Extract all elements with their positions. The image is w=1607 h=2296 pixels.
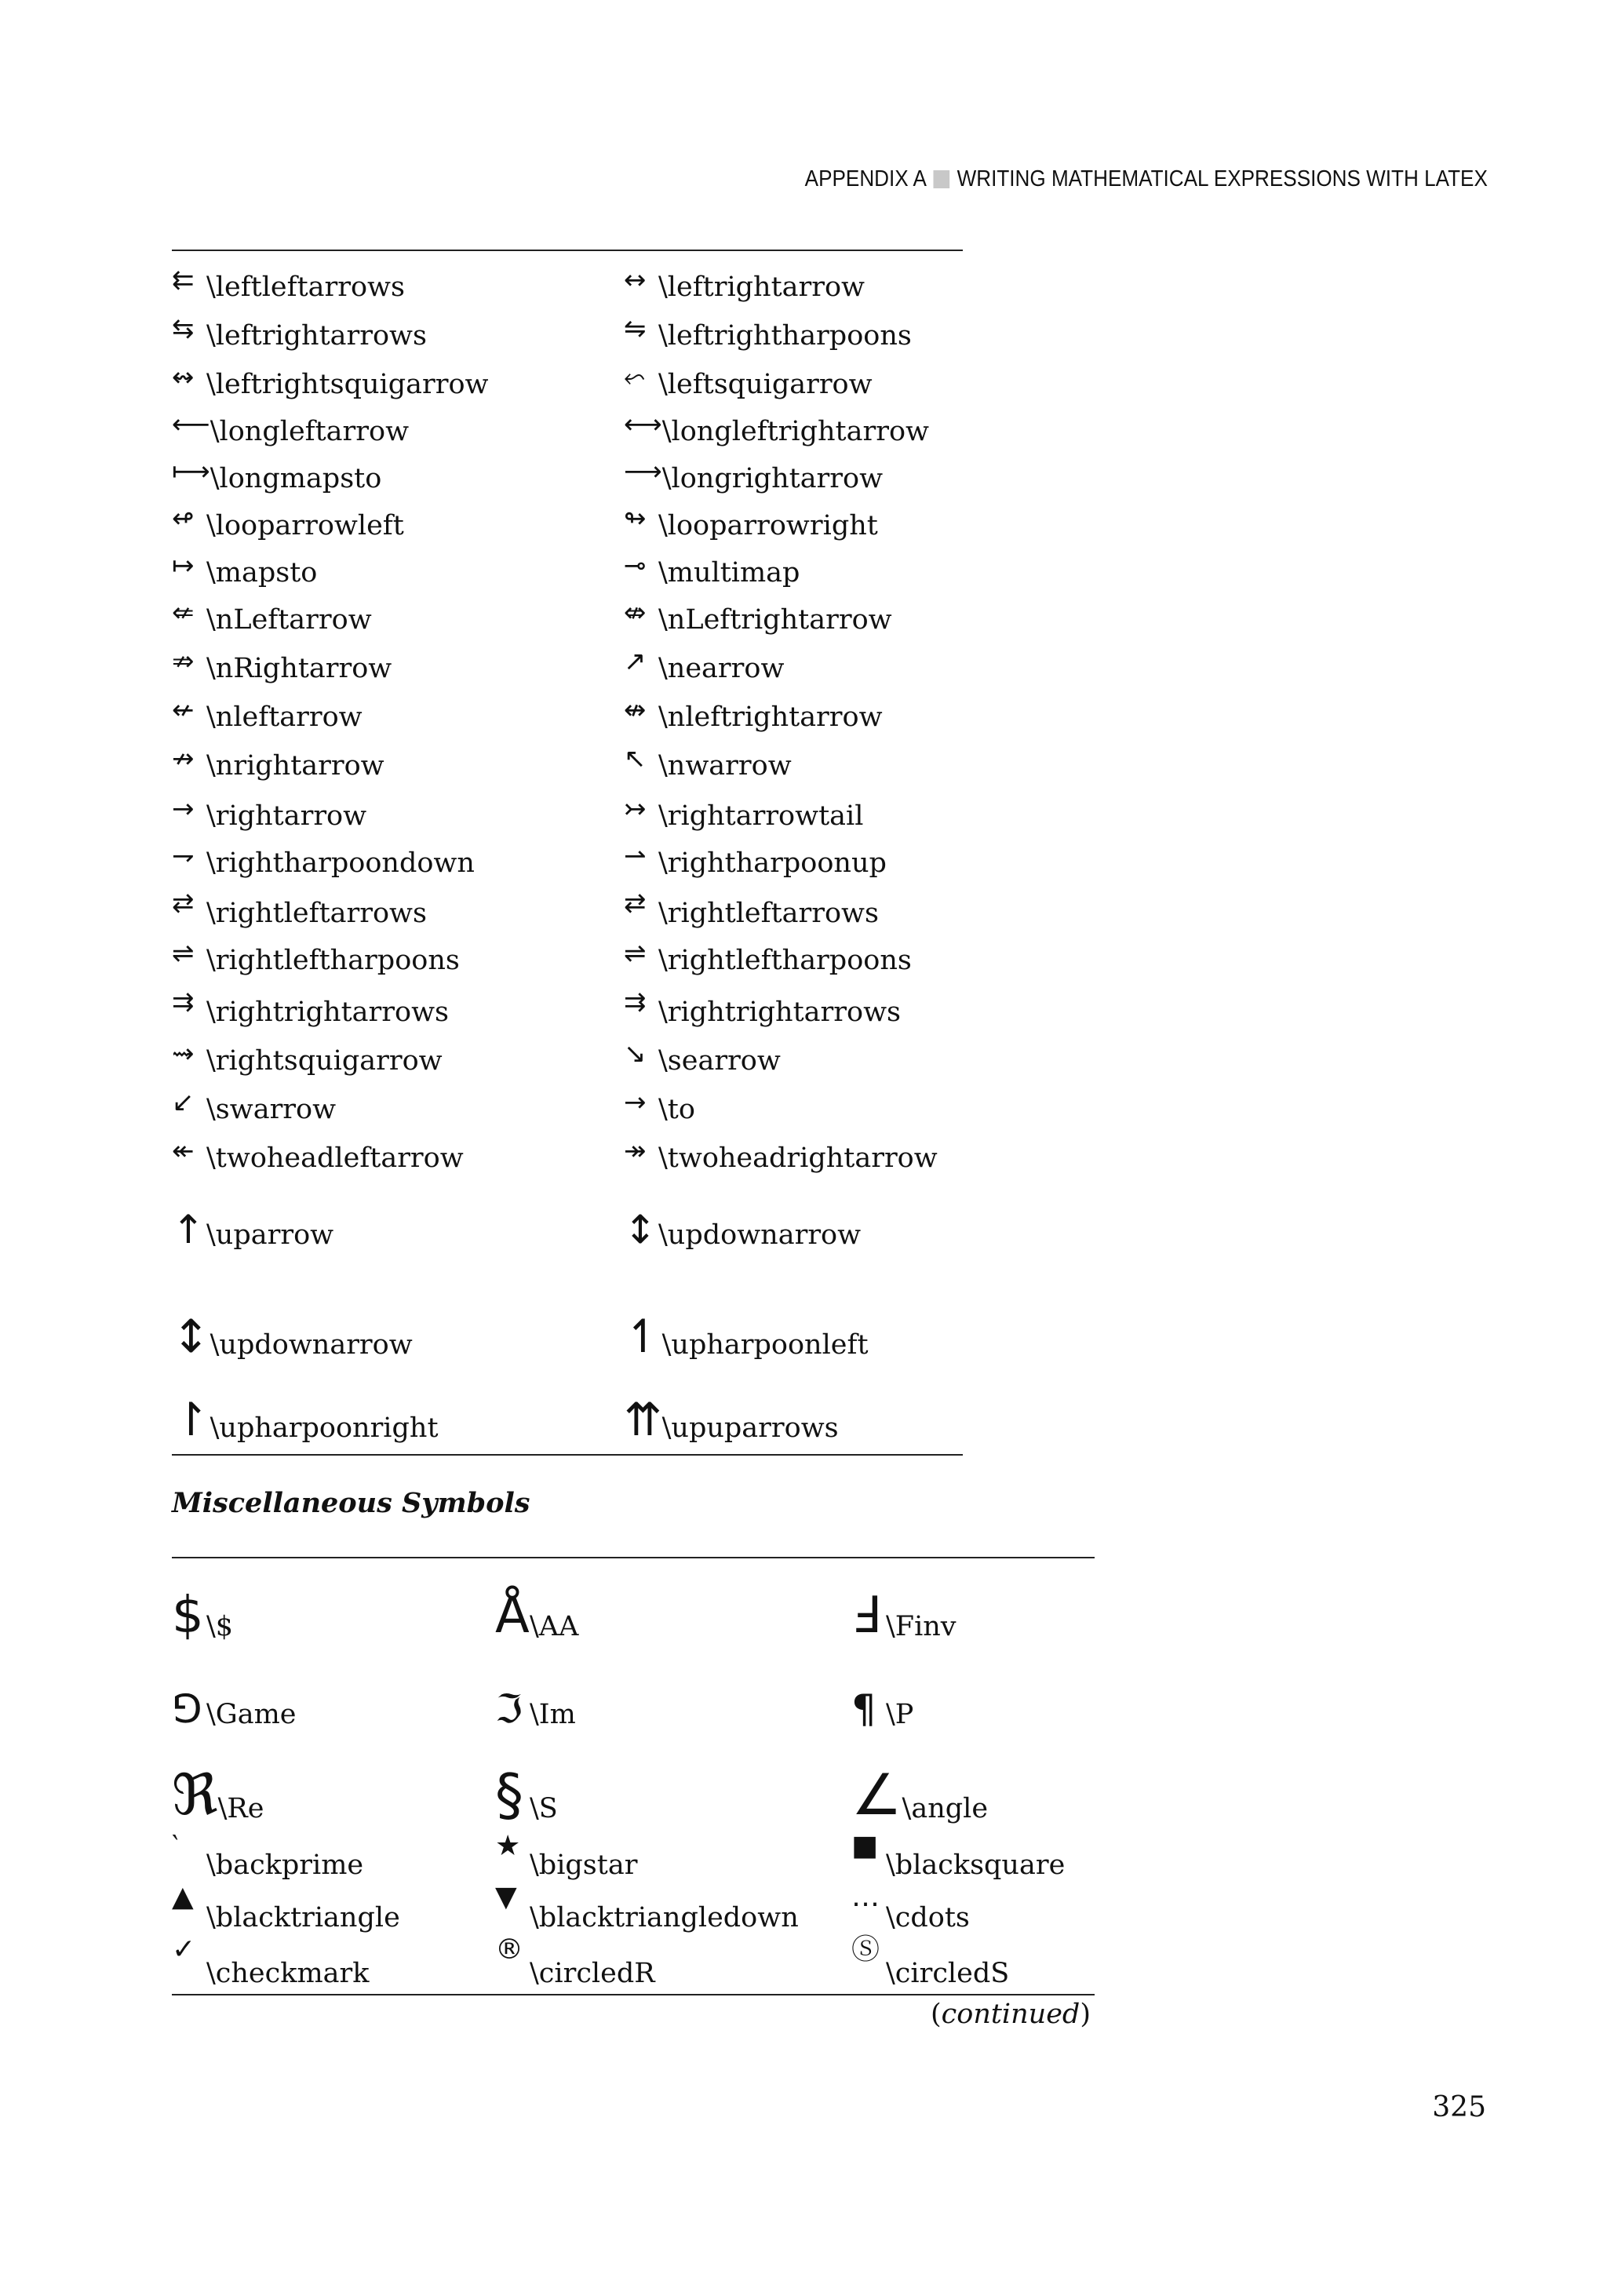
table-row — [172, 1669, 1095, 1732]
symbol-entry — [172, 597, 372, 636]
latex-command: \upuparrows — [661, 1412, 839, 1444]
rightleftharpoons-icon: ⇌ — [624, 938, 647, 969]
latex-command: \looparrowright — [658, 510, 878, 541]
latex-command: \to — [658, 1094, 695, 1125]
dollar-icon: $ — [172, 1587, 204, 1645]
latex-command: \searrow — [658, 1045, 781, 1077]
symbol-entry — [172, 1281, 413, 1363]
symbol-entry — [172, 264, 405, 303]
table-row — [172, 364, 963, 399]
longleftrightarrow-icon: ⟷ — [624, 409, 662, 440]
latex-command: \bigstar — [530, 1850, 638, 1881]
latex-command: \upharpoonleft — [661, 1329, 869, 1361]
latex-command: \nwarrow — [658, 750, 792, 782]
symbol-entry — [851, 1572, 957, 1645]
symbol-entry — [624, 648, 784, 683]
table-row — [172, 840, 963, 879]
searrow-icon: ↘ — [624, 1038, 647, 1070]
table-row — [172, 1933, 1095, 1989]
table-row — [172, 505, 963, 540]
latex-command: \uparrow — [206, 1219, 334, 1251]
symbol-entry — [495, 1572, 579, 1645]
symbol-entry — [172, 1089, 336, 1124]
bigstar-icon: ★ — [495, 1830, 521, 1862]
latex-command: \upharpoonright — [210, 1412, 439, 1444]
latex-command: \rightarrow — [206, 800, 367, 832]
leftrightarrow-icon: ↔ — [624, 264, 647, 296]
symbol-entry — [172, 940, 460, 975]
cdots-icon: … — [851, 1881, 880, 1913]
symbol-entry — [172, 793, 367, 832]
latex-command: \updownarrow — [658, 1219, 862, 1251]
updownarrow-icon: ↕ — [624, 1207, 657, 1252]
table-row — [172, 264, 963, 303]
symbol-entry — [172, 552, 317, 587]
header-separator-square-icon — [934, 170, 950, 188]
header-chapter: APPENDIX A — [804, 166, 927, 191]
nleftarrow-double-icon: ⇍ — [172, 597, 195, 629]
latex-command: \longrightarrow — [661, 463, 884, 494]
symbol-entry — [495, 1832, 637, 1879]
latex-command: \nRightarrow — [206, 653, 392, 684]
table-row — [172, 315, 963, 350]
symbol-entry — [172, 1669, 297, 1732]
table-row — [172, 1372, 963, 1446]
misc-table-top-rule — [172, 1557, 1095, 1558]
im-icon: ℑ — [495, 1686, 523, 1732]
section-title-misc-symbols: Miscellaneous Symbols — [172, 1487, 530, 1519]
symbol-entry — [851, 1933, 1010, 1989]
latex-command: \blacksquare — [886, 1850, 1066, 1881]
symbol-entry — [851, 1832, 1065, 1879]
symbol-entry — [495, 1669, 576, 1732]
nwarrow-icon: ↖ — [624, 743, 647, 774]
running-header — [805, 166, 1488, 192]
table-row — [172, 745, 963, 780]
symbol-entry — [172, 1040, 443, 1075]
latex-command: \rightleftarrows — [658, 898, 879, 929]
symbol-entry — [172, 505, 404, 540]
looparrowleft-icon: ↫ — [172, 503, 195, 534]
leftrightsquigarrow-icon: ↭ — [172, 362, 195, 393]
continued-note: (continued) — [931, 1999, 1091, 2030]
latex-command: \rightharpoondown — [206, 847, 475, 879]
symbol-entry — [624, 840, 887, 879]
nrightarrow-icon: ↛ — [172, 743, 195, 774]
symbol-entry — [172, 986, 449, 1028]
blacktriangle-icon: ▲ — [172, 1881, 194, 1913]
circleds-icon: Ⓢ — [851, 1933, 880, 1966]
symbol-entry — [624, 264, 865, 303]
latex-command: \leftrightarrow — [658, 272, 865, 303]
latex-command: \angle — [902, 1793, 989, 1824]
latex-command: \nLeftrightarrow — [658, 604, 892, 636]
latex-command: \leftsquigarrow — [658, 369, 873, 400]
rightrightarrows-icon: ⇉ — [624, 986, 647, 1018]
leftleftarrows-icon: ⇇ — [172, 264, 195, 296]
to-arrow-icon: → — [624, 1087, 647, 1118]
symbol-entry — [172, 1730, 264, 1828]
symbol-entry — [495, 1730, 558, 1828]
arrows-table — [172, 259, 963, 1452]
latex-command: \nleftrightarrow — [658, 702, 883, 733]
symbol-entry — [624, 597, 892, 636]
pilcrow-icon: ¶ — [851, 1686, 876, 1732]
blacktriangledown-icon: ▼ — [495, 1881, 517, 1913]
upharpoonright-icon: ↾ — [172, 1393, 210, 1446]
symbol-entry — [624, 1135, 938, 1174]
latex-command: \longleftrightarrow — [661, 416, 929, 447]
symbol-entry — [624, 315, 912, 350]
latex-command: \AA — [530, 1611, 579, 1642]
symbol-entry — [172, 1186, 334, 1252]
symbol-entry — [172, 887, 427, 929]
rightleftarrows-icon: ⇄ — [172, 887, 195, 919]
symbol-entry — [624, 1372, 839, 1446]
symbol-entry — [495, 1883, 799, 1932]
table-row — [172, 597, 963, 636]
table-row — [172, 648, 963, 683]
continued-label: continued — [941, 1999, 1080, 2030]
re-icon: ℜ — [172, 1762, 218, 1828]
table-row — [172, 411, 963, 446]
table-row — [172, 1089, 963, 1124]
symbol-entry — [624, 364, 873, 399]
latex-command: \mapsto — [206, 557, 318, 589]
symbol-entry — [624, 552, 800, 587]
latex-command: \updownarrow — [210, 1329, 413, 1361]
upuparrows-icon: ⇈ — [624, 1393, 662, 1446]
symbol-entry — [624, 411, 929, 446]
symbol-entry — [624, 694, 883, 733]
latex-command: \$ — [206, 1611, 234, 1642]
circledr-icon: ® — [495, 1933, 523, 1966]
finv-icon: Ⅎ — [851, 1587, 880, 1645]
symbol-entry — [624, 458, 883, 493]
latex-command: \longleftarrow — [210, 416, 410, 447]
symbol-entry — [172, 458, 381, 493]
symbol-entry — [172, 1832, 363, 1879]
table-row — [172, 1832, 1095, 1879]
latex-command: \Game — [206, 1699, 297, 1730]
latex-command: \leftrightsquigarrow — [206, 369, 489, 400]
symbol-entry — [172, 745, 384, 780]
symbol-entry — [172, 840, 475, 879]
latex-command: \rightleftharpoons — [206, 945, 460, 976]
latex-command: \rightarrowtail — [658, 800, 864, 832]
symbol-entry — [624, 887, 879, 929]
latex-command: \twoheadrightarrow — [658, 1143, 938, 1174]
uparrow-icon: ↑ — [172, 1207, 205, 1252]
latex-command: \circledS — [886, 1958, 1010, 1989]
symbol-entry — [172, 1372, 439, 1446]
symbol-entry — [495, 1933, 655, 1989]
symbol-entry — [172, 315, 427, 350]
symbol-entry — [851, 1883, 970, 1932]
table-row — [172, 552, 963, 587]
latex-command: \checkmark — [206, 1958, 370, 1989]
updownarrow-icon: ↕ — [172, 1310, 210, 1363]
symbol-entry — [624, 986, 901, 1028]
symbol-entry — [172, 411, 409, 446]
latex-command: \nleftarrow — [206, 702, 363, 733]
page-number: 325 — [1432, 2091, 1486, 2123]
latex-command: \leftleftarrows — [206, 272, 405, 303]
latex-command: \circledR — [530, 1958, 655, 1989]
symbol-entry — [172, 1933, 370, 1989]
latex-command: \twoheadleftarrow — [206, 1143, 464, 1174]
symbol-entry — [172, 1572, 234, 1645]
rightharpoonup-icon: ⇀ — [624, 840, 647, 872]
latex-command: \nearrow — [658, 653, 785, 684]
latex-command: \cdots — [886, 1902, 970, 1933]
table-row — [172, 1730, 1095, 1828]
symbol-entry — [851, 1669, 914, 1732]
leftrightharpoons-icon: ⇋ — [624, 313, 647, 344]
rightsquigarrow-icon: ⇝ — [172, 1038, 195, 1070]
misc-symbols-table — [172, 1565, 1095, 1989]
twoheadrightarrow-icon: ↠ — [624, 1135, 647, 1167]
table-row — [172, 1040, 963, 1075]
table-row — [172, 986, 963, 1028]
swarrow-icon: ↙ — [172, 1087, 195, 1118]
latex-command: \rightharpoonup — [658, 847, 887, 879]
latex-command: \rightleftarrows — [206, 898, 427, 929]
symbol-entry — [624, 1089, 695, 1124]
latex-command: \rightsquigarrow — [206, 1045, 443, 1077]
symbol-entry — [172, 1135, 464, 1174]
leftsquigarrow-icon: ⬿ — [624, 362, 646, 393]
latex-command: \longmapsto — [210, 463, 382, 494]
arrows-table-bottom-rule — [172, 1454, 963, 1456]
table-row — [172, 793, 963, 832]
upharpoonleft-icon: ↿ — [624, 1310, 662, 1363]
angle-icon: ∠ — [851, 1762, 902, 1828]
nearrow-icon: ↗ — [624, 646, 647, 677]
game-icon: ⅁ — [172, 1686, 202, 1732]
latex-command: \blacktriangledown — [530, 1902, 799, 1933]
latex-command: \P — [886, 1699, 914, 1730]
latex-command: \looparrowleft — [206, 510, 404, 541]
longrightarrow-icon: ⟶ — [624, 456, 662, 487]
latex-command: \swarrow — [206, 1094, 337, 1125]
backprime-icon: ‵ — [172, 1830, 179, 1862]
nleftrightarrow-double-icon: ⇎ — [624, 597, 647, 629]
nrightarrow-double-icon: ⇏ — [172, 646, 195, 677]
table-row — [172, 1186, 963, 1252]
symbol-entry — [851, 1730, 989, 1828]
rightarrowtail-icon: ↣ — [624, 793, 647, 825]
twoheadleftarrow-icon: ↞ — [172, 1135, 195, 1167]
table-row — [172, 1572, 1095, 1645]
table-row — [172, 1135, 963, 1174]
symbol-entry — [624, 1281, 869, 1363]
longleftarrow-icon: ⟵ — [172, 409, 210, 440]
symbol-entry — [172, 648, 392, 683]
symbol-entry — [624, 1186, 862, 1252]
nleftrightarrow-icon: ↮ — [624, 694, 647, 726]
symbol-entry — [172, 1883, 400, 1932]
latex-command: \leftrightharpoons — [658, 320, 912, 352]
multimap-icon: ⊸ — [624, 550, 647, 581]
symbol-entry — [624, 745, 792, 780]
symbol-entry — [172, 694, 363, 733]
rightarrow-icon: → — [172, 793, 195, 825]
nleftarrow-icon: ↚ — [172, 694, 195, 726]
symbol-entry — [624, 793, 864, 832]
latex-command: \backprime — [206, 1850, 364, 1881]
table-row — [172, 458, 963, 493]
looparrowright-icon: ↬ — [624, 503, 647, 534]
arrows-table-top-rule — [172, 250, 963, 251]
latex-command: \rightrightarrows — [206, 997, 449, 1028]
symbol-entry — [624, 1040, 781, 1075]
header-title: WRITING MATHEMATICAL EXPRESSIONS WITH LATEX — [957, 166, 1488, 191]
blacksquare-icon: ■ — [851, 1830, 879, 1862]
checkmark-icon: ✓ — [172, 1933, 196, 1966]
table-row — [172, 1883, 1095, 1932]
mapsto-icon: ↦ — [172, 550, 195, 581]
latex-command: \nLeftarrow — [206, 604, 372, 636]
latex-command: \Re — [217, 1793, 264, 1824]
latex-command: \leftrightarrows — [206, 320, 427, 352]
table-row — [172, 940, 963, 975]
latex-command: \S — [530, 1793, 558, 1824]
latex-command: \Im — [530, 1699, 576, 1730]
rightleftarrows-icon: ⇄ — [624, 887, 647, 919]
rightleftharpoons-icon: ⇌ — [172, 938, 195, 969]
table-row — [172, 887, 963, 929]
rightharpoondown-icon: ⇁ — [172, 840, 195, 872]
section-sign-icon: § — [495, 1762, 523, 1828]
latex-command: \blacktriangle — [206, 1902, 400, 1933]
misc-table-bottom-rule — [172, 1994, 1095, 1995]
symbol-entry — [624, 940, 912, 975]
rightrightarrows-icon: ⇉ — [172, 986, 195, 1018]
angstrom-icon: Å — [495, 1587, 530, 1645]
leftrightarrows-icon: ⇆ — [172, 313, 195, 344]
latex-command: \nrightarrow — [206, 750, 384, 782]
symbol-entry — [624, 505, 878, 540]
latex-command: \multimap — [658, 557, 800, 589]
symbol-entry — [172, 364, 489, 399]
latex-command: \Finv — [886, 1611, 957, 1642]
latex-command: \rightrightarrows — [658, 997, 901, 1028]
latex-command: \rightleftharpoons — [658, 945, 912, 976]
longmapsto-icon: ⟼ — [172, 456, 210, 487]
table-row — [172, 694, 963, 733]
table-row — [172, 1281, 963, 1363]
